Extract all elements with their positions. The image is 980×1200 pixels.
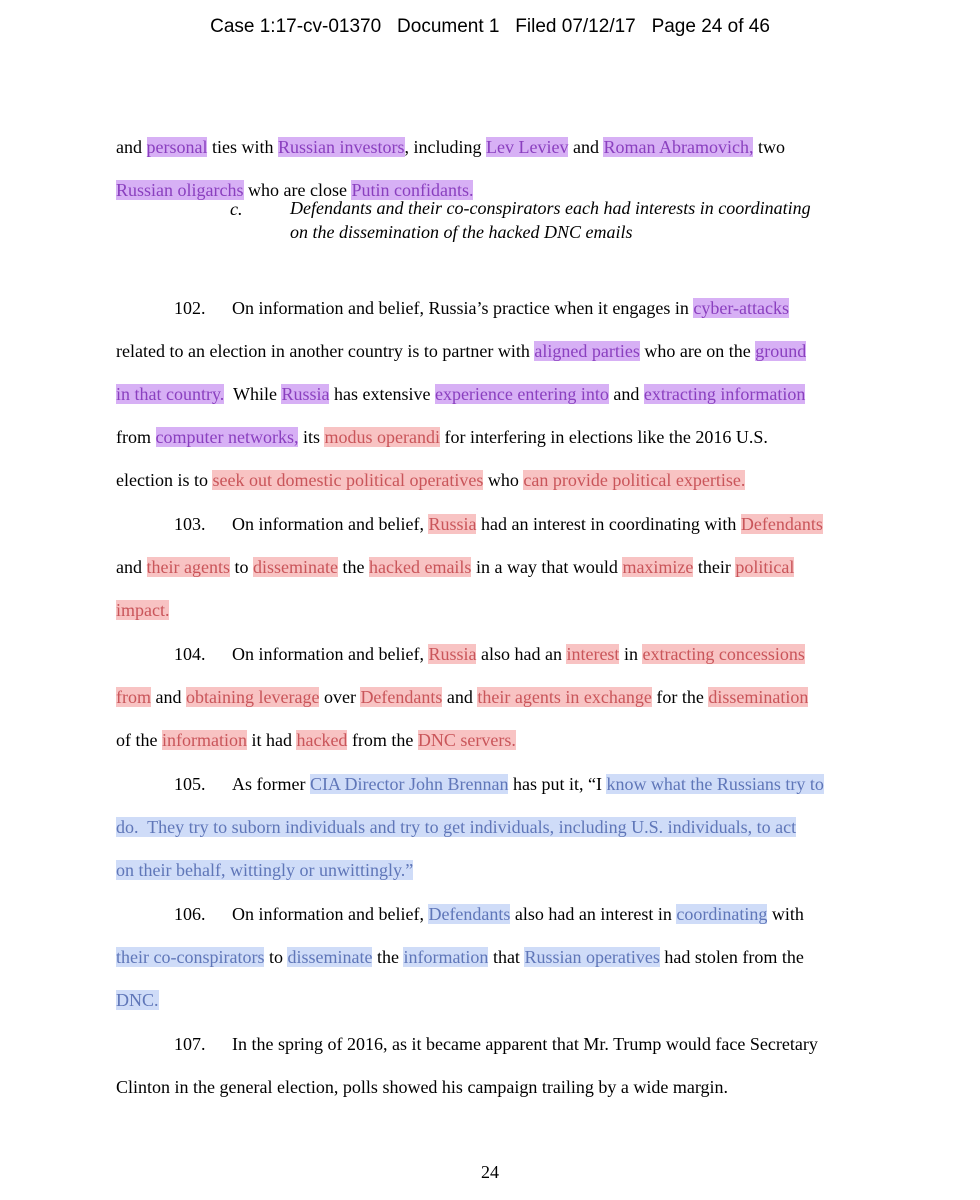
- case-header: Case 1:17-cv-01370 Document 1 Filed 07/12/17 Page 24 of 46: [210, 16, 770, 37]
- highlight: modus operandi: [324, 427, 440, 447]
- highlight: Defendants: [428, 904, 511, 924]
- highlight: political: [735, 557, 795, 577]
- highlight: do. They try to suborn individuals and try to get individuals, including U.S. individuals, to act: [116, 817, 797, 837]
- highlight: computer networks,: [155, 427, 299, 447]
- highlight: Russia: [281, 384, 330, 404]
- highlight: cyber-attacks: [693, 298, 789, 318]
- text-line: from computer networks, its modus operandi for interfering in elections like the 2016 U.S.: [116, 427, 768, 447]
- highlight: Roman Abramovich,: [603, 137, 754, 157]
- highlight: know what the Russians try to: [606, 774, 824, 794]
- highlight: their agents: [146, 557, 230, 577]
- highlight: in that country.: [116, 384, 225, 404]
- outline-letter: c.: [230, 199, 243, 219]
- highlight: information: [161, 730, 247, 750]
- paragraph-102: 102. On information and belief, Russia’s practice when it engages in cyber-attacks: [174, 269, 789, 321]
- highlight: aligned parties: [534, 341, 640, 361]
- paragraph-number: 103.: [174, 514, 206, 534]
- highlight: their co-conspirators: [116, 947, 265, 967]
- highlight: seek out domestic political operatives: [212, 470, 484, 490]
- highlight: interest: [566, 644, 620, 664]
- highlight: hacked: [296, 730, 348, 750]
- text-line: [116, 961, 159, 1013]
- highlight: disseminate: [287, 947, 373, 967]
- text-line: of the information it had hacked from the DNC servers.: [116, 730, 516, 750]
- page-number: 24: [481, 1162, 499, 1182]
- paragraph-number: 107.: [174, 1034, 206, 1054]
- text-line: Russian oligarchs who are close Putin confidants.: [116, 180, 474, 200]
- highlight: their agents in exchange: [477, 687, 652, 707]
- highlight: ground: [755, 341, 807, 361]
- text-line: Clinton in the general election, polls showed his campaign trailing by a wide margin.: [116, 1077, 729, 1097]
- highlight: Defendants: [740, 514, 823, 534]
- text-line: their co-conspirators to disseminate the information that Russian operatives had stolen from the: [116, 947, 804, 967]
- paragraph-number: 105.: [174, 774, 206, 794]
- highlight: Russian oligarchs: [116, 180, 244, 200]
- highlight: information: [403, 947, 489, 967]
- text-line: and their agents to disseminate the hacked emails in a way that would maximize their political: [116, 557, 795, 577]
- paragraph-number: 106.: [174, 904, 206, 924]
- highlight: Russia: [428, 514, 477, 534]
- highlight: DNC.: [116, 990, 159, 1010]
- highlight: maximize: [622, 557, 694, 577]
- highlight: impact.: [116, 600, 170, 620]
- paragraph-106: 106. On information and belief, Defendants also had an interest in coordinating with: [174, 875, 804, 927]
- highlight: disseminate: [253, 557, 338, 577]
- highlight: dissemination: [708, 687, 809, 707]
- highlight: DNC servers.: [417, 730, 516, 750]
- outline-heading: Defendants and their co-conspirators each had interests in coordinating on the dissemination of the hacked DNC emails: [290, 198, 811, 242]
- highlight: Russian investors: [277, 137, 405, 157]
- highlight: from: [116, 687, 151, 707]
- paragraph-number: 102.: [174, 298, 206, 318]
- highlight: on their behalf, wittingly or unwittingly.”: [116, 860, 414, 880]
- highlight: extracting concessions: [642, 644, 805, 664]
- text-line: from and obtaining leverage over Defendants and their agents in exchange for the dissemination: [116, 687, 809, 707]
- highlight: extracting information: [643, 384, 806, 404]
- highlight: can provide political expertise.: [523, 470, 746, 490]
- highlight: experience entering into: [434, 384, 609, 404]
- highlight: obtaining leverage: [186, 687, 320, 707]
- highlight: hacked emails: [368, 557, 472, 577]
- paragraph-104: 104. On information and belief, Russia also had an interest in extracting concessions: [174, 615, 805, 667]
- highlight: Russia: [428, 644, 477, 664]
- paragraph-105: 105. As former CIA Director John Brennan has put it, “I know what the Russians try to: [174, 745, 824, 797]
- text-line: related to an election in another country is to partner with aligned parties who are on the ground: [116, 341, 807, 361]
- highlight: coordinating: [676, 904, 768, 924]
- highlight: Lev Leviev: [486, 137, 569, 157]
- text-line: in that country. While Russia has extensive experience entering into and extracting information: [116, 384, 806, 404]
- text-line: [116, 571, 169, 623]
- paragraph-number: 104.: [174, 644, 206, 664]
- highlight: Putin confidants.: [351, 180, 474, 200]
- highlight: CIA Director John Brennan: [309, 774, 509, 794]
- paragraph-103: 103. On information and belief, Russia had an interest in coordinating with Defendants: [174, 485, 823, 537]
- highlight: personal: [146, 137, 208, 157]
- text-line: election is to seek out domestic political operatives who can provide political expertise.: [116, 470, 746, 490]
- text-line: and personal ties with Russian investors, including Lev Leviev and Roman Abramovich, two: [116, 137, 785, 157]
- highlight: Russian operatives: [524, 947, 660, 967]
- highlight: Defendants: [360, 687, 443, 707]
- paragraph-107: 107. In the spring of 2016, as it became apparent that Mr. Trump would face Secretary: [174, 1005, 818, 1057]
